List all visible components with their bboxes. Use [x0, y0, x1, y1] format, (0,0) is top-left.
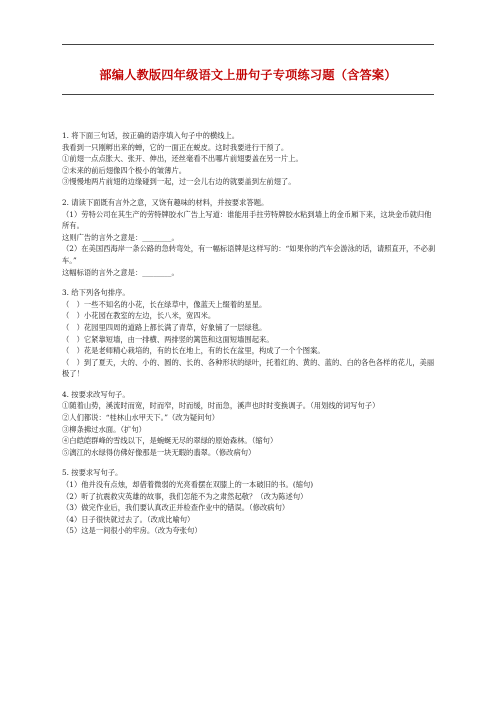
question-4-item-5: ⑤漓江的水绿得仿佛好像那是一块无暇的翡翠。（修改病句）	[62, 447, 256, 457]
question-1-prompt: 1. 将下面三句话，按正确的语序填入句子中的横线上。	[62, 131, 240, 140]
question-2-answer-2: 这幅标语的言外之意是：________。	[62, 267, 179, 277]
question-4	[62, 389, 436, 459]
question-4-prompt: 4. 按要求改写句子。	[62, 389, 130, 399]
title-underline	[62, 94, 434, 95]
question-5-item-3: （3）做完作业后，我们要认真改正并检查作业中的错误。（修改病句）	[62, 503, 290, 513]
question-3-item-4: （ ）它紧靠短墙，由一排横、两排竖的篱笆和这面短墙围起来。	[62, 334, 274, 344]
question-2	[62, 197, 436, 278]
question-4-item-2: ②人们都说：“桂林山水甲天下。”（改为疑问句）	[62, 413, 220, 423]
question-4-item-4: ④白皑皑群峰的雪线以下，是蜿蜒无尽的翠绿的原始森林。（缩句）	[62, 436, 278, 446]
question-3-item-5: （ ）花是老师精心栽培的，有的长在地上，有的长在盆里，构成了一个个图案。	[62, 346, 325, 356]
question-3-item-3: （ ）花园里四周的道路上都长满了青草，好象铺了一层绿毯。	[62, 322, 267, 332]
question-list	[62, 130, 436, 537]
question-3-item-6: （ ）到了夏天，大的、小的、圆的、长的、各种形状的绿叶，托着红的、黄的、蓝的、白的各色各样的花儿，美丽极了！	[62, 357, 435, 379]
question-3-item-1: （ ）一些不知名的小花，长在绿草中，像蓝天上缀着的星星。	[62, 299, 267, 309]
question-5-prompt: 5. 按要求写句子。	[62, 468, 123, 478]
question-5-item-5: （5）这是一间很小的牢房。（改为夸张句）	[62, 526, 202, 536]
question-2-part-1: （1）劳特公司在其生产的劳特牌胶水广告上写道：谁能用手拄劳特牌胶水粘到墙上的金币厢下来，这块金币就归他所有。	[62, 209, 432, 231]
question-1-option-3: ③慢慢地两片前翅的边缘碰到一起，过一会儿右边的就要盖到左前翅了。	[62, 177, 296, 187]
page-title: 部编人教版四年级语文上册句子专项练习题（含答案）	[99, 68, 397, 82]
question-1-option-1: ①前翅一点点胀大、张开、伸出，还丝毫看不出哪片前翅要盖在另一片上。	[62, 154, 303, 164]
question-2-answer-1: 这则广告的言外之意是：________。	[62, 232, 179, 242]
question-3	[62, 287, 436, 380]
question-5-item-4: （4）日子很快就过去了。（改成比喻句）	[62, 514, 195, 524]
question-5	[62, 467, 436, 537]
question-4-item-1: ①随着山势，溪流时而宽，时而窄，时而缓，时而急，溪声也时时变换调子。（用划线的词写句子）	[62, 401, 380, 411]
question-3-prompt: 3. 给下列各句排序。	[62, 288, 130, 298]
question-4-item-3: ③柳条拂过水面。（扩句）	[62, 424, 146, 434]
question-1-option-2: ②未来的前后翅像四个极小的皱薄片。	[62, 165, 187, 175]
question-1-context: 我看到一只刚孵出来的蝉，它的一面正在蜕皮。这时我要进行干预了。	[62, 142, 289, 152]
question-1	[62, 130, 436, 188]
question-5-item-2: （2）听了抗震救灾英雄的故事，我们怎能不为之肃然起敬？（改为陈述句）	[62, 491, 308, 501]
question-5-item-1: （1）他并没有点烛，却借着微弱的光亮看摆在双膝上的一本破旧的书。(缩句)	[62, 480, 314, 490]
question-3-item-2: （ ）小花园在教室的左边，长八米，宽四米。	[62, 311, 216, 321]
question-2-part-2: （2）在美国西海岸一条公路的急转弯处，有一幅标语牌是这样写的：“如果你的汽车会游泳的话，请照直开，不必刹车。”	[62, 244, 436, 265]
question-2-prompt: 2. 请读下面既有言外之意，又饶有趣味的材料，并按要求答题。	[62, 197, 269, 207]
top-rule	[62, 44, 434, 45]
